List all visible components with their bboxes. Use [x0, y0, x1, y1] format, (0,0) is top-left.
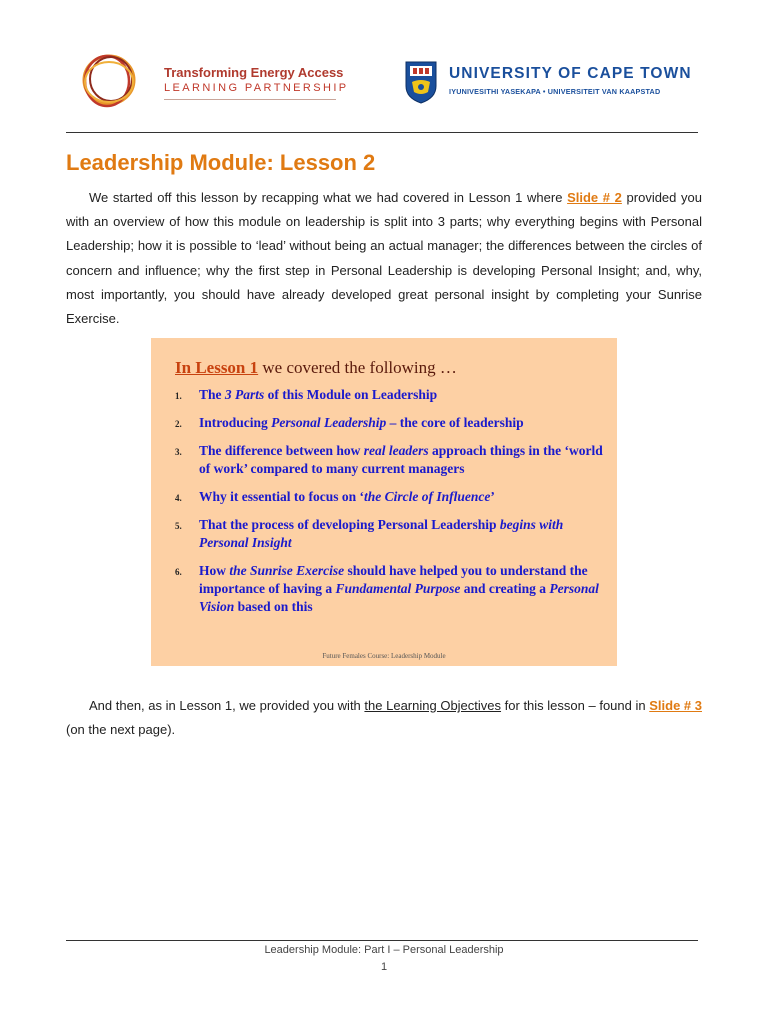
slide-item-text: real leaders [363, 443, 429, 458]
para2-text-before: And then, as in Lesson 1, we provided you with [89, 698, 365, 713]
slide-item-number: 3. [175, 447, 182, 457]
header-rule [66, 132, 698, 133]
uct-crest-icon [404, 60, 438, 104]
tea-logo [80, 52, 349, 108]
para1-text-before: We started off this lesson by recapping what we had covered in Lesson 1 where [89, 190, 568, 205]
slide-3-link[interactable]: Slide # 3 [649, 698, 702, 713]
slide-item-text: 3 Parts [224, 387, 265, 402]
tea-title: Transforming Energy Access [164, 65, 344, 80]
uct-logo [404, 60, 694, 108]
slide-heading [175, 358, 457, 378]
page-number: 1 [380, 961, 388, 973]
uct-subtitle: IYUNIVESITHI YASEKAPA • UNIVERSITEIT VAN KAAPSTAD [449, 87, 661, 96]
slide-item-text: The [199, 387, 225, 402]
uct-title: UNIVERSITY OF CAPE TOWN [449, 65, 692, 82]
para1-text-after: provided you with an overview of how this module on leadership is split into 3 parts; why everything begins with Personal Leadership; how it is possible to ‘lead’ without being an actual manager; the differences between the circles of concern and influence; why the first step in Personal Leadership is developing Personal Insight; and, why, most importantly, you should have already developed great personal insight by completing your Sunrise Exercise. [66, 190, 702, 327]
footer-rule [66, 940, 698, 941]
intro-paragraph [66, 186, 702, 331]
slide-item-text: How [199, 563, 230, 578]
slide-list [175, 386, 605, 616]
tea-subtitle: LEARNING PARTNERSHIP [164, 82, 349, 94]
slide-item-text: and creating a [460, 581, 550, 596]
slide-list-item [175, 386, 605, 404]
slide-item-text: – the core of leadership [386, 415, 524, 430]
slide-list-item [175, 516, 605, 552]
slide-item-number: 4. [175, 493, 182, 503]
para2-text-middle: for this lesson – found in [501, 698, 650, 713]
para2-text-after: (on the next page). [66, 722, 176, 738]
slide-list-item [175, 562, 605, 616]
slide-item-text: ’ [490, 489, 495, 504]
learning-objectives-link[interactable]: the Learning Objectives [364, 698, 502, 713]
slide-heading-rest: we covered the following … [258, 358, 457, 377]
slide-list-item [175, 414, 605, 432]
page-title: Leadership Module: Lesson 2 [66, 150, 376, 175]
slide-footer: Future Females Course: Leadership Module [322, 652, 446, 660]
footer-text: Leadership Module: Part I – Personal Leadership [264, 944, 504, 956]
slide-list-item [175, 442, 605, 478]
slide-item-text: based on this [234, 599, 313, 614]
slide-item-text: the Circle of Influence [364, 489, 491, 504]
slide-item-text: Fundamental Purpose [335, 581, 461, 596]
objectives-paragraph [66, 694, 702, 742]
lesson-1-slide [151, 338, 617, 666]
slide-item-text: The difference between how [199, 443, 364, 458]
tea-underline [164, 99, 336, 100]
slide-item-text: of this Module on Leadership [264, 387, 438, 402]
slide-item-text: begins with Personal Insight [199, 517, 564, 550]
slide-item-text: approach things in the ‘world of work’ compared to many current managers [199, 443, 603, 476]
slide-item-text: the Sunrise Exercise [229, 563, 345, 578]
slide-item-text: Introducing [199, 415, 272, 430]
slide-2-link[interactable]: Slide # 2 [567, 190, 622, 205]
slide-list-item [175, 488, 605, 506]
slide-item-number: 5. [175, 521, 182, 531]
tea-ring-icon [80, 52, 138, 108]
slide-item-text: should have helped you to understand the importance of having a [199, 563, 588, 596]
slide-item-number: 6. [175, 567, 182, 577]
slide-item-text: That the process of developing Personal Leadership [199, 517, 500, 532]
slide-heading-highlight: In Lesson 1 [175, 358, 259, 377]
slide-item-text: Personal Vision [199, 581, 599, 614]
slide-item-number: 2. [175, 419, 182, 429]
slide-item-text: Why it essential to focus on ‘ [199, 489, 364, 504]
slide-item-text: Personal Leadership [271, 415, 387, 430]
slide-item-number: 1. [175, 391, 182, 401]
